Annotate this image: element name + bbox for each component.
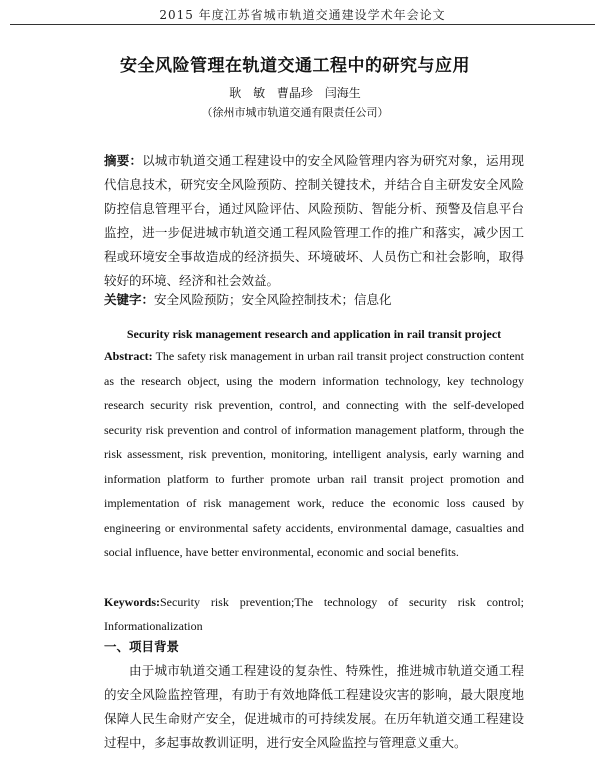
english-abstract-text: The safety risk management in urban rail transit project construction content as the research object, using the modern information technology, key technology research security risk prevention, control, and connecting with the self-developed security risk prevention and control of information management platform, through the risk assessment, risk prevention, monitoring, intelligent analysis, early warning and information platform to further promote urban rail transit project promotion and implementation of risk management work, reduce the economic loss caused by engineering or environmental safety accidents, environmental damage, casualties and social influence, have better environmental, economic and social benefits. (104, 349, 524, 559)
chinese-keywords (104, 290, 524, 310)
english-abstract (104, 344, 524, 565)
running-header: 2015 年度江苏省城市轨道交通建设学术年会论文 (159, 8, 446, 22)
chinese-abstract (104, 149, 524, 293)
chinese-keywords-text: 安全风险预防；安全风险控制技术；信息化 (154, 292, 392, 307)
english-keywords-text: Security risk prevention;The technology of security risk control; Informationalization (104, 595, 524, 633)
paper-affiliation: （徐州市城市轨道交通有限责任公司） (201, 106, 389, 119)
section-heading: 一、项目背景 (104, 639, 180, 654)
chinese-abstract-text: 以城市轨道交通工程建设中的安全风险管理内容为研究对象，运用现代信息技术，研究安全风险预防、控制关键技术，并结合自主研发安全风险防控信息管理平台，通过风险评估、风险预防、智能分析、预警及信息平台监控，进一步促进城市轨道交通工程风险管理工作的推广和落实，减少因工程或环境安全事故造成的经济损失、环境破坏、人员伤亡和社会影响，取得较好的环境、经济和社会效益。 (104, 153, 524, 288)
english-abstract-label: Abstract: (104, 349, 153, 363)
paper-title: 安全风险管理在轨道交通工程中的研究与应用 (120, 56, 470, 76)
english-keywords (104, 590, 524, 638)
english-keywords-label: Keywords: (104, 595, 160, 609)
chinese-abstract-label: 摘要： (104, 153, 143, 168)
english-title: Security risk management research and application in rail transit project (126, 327, 502, 341)
paper-authors: 耿 敏 曹晶珍 闫海生 (229, 86, 361, 100)
section-paragraph: 由于城市轨道交通工程建设的复杂性、特殊性，推进城市轨道交通工程的安全风险监控管理，有助于有效地降低工程建设灾害的影响，最大限度地保障人民生命财产安全，促进城市的可持续发展。在历年轨道交通工程建设过程中，多起事故教训证明，进行安全风险监控与管理意义重大。 (104, 663, 524, 750)
header-rule (10, 24, 595, 25)
chinese-keywords-label: 关键字： (104, 292, 155, 307)
